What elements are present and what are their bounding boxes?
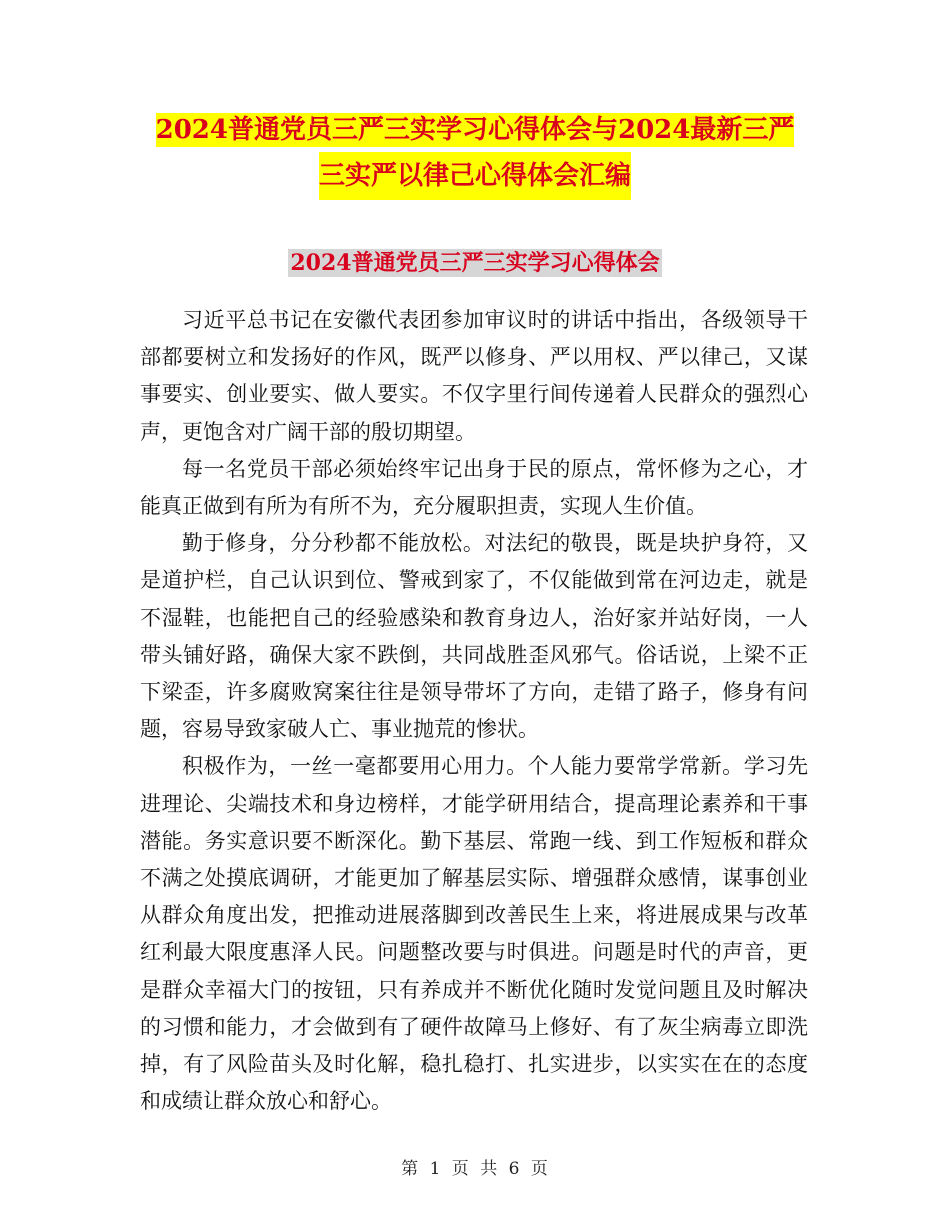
document-body (140, 302, 808, 1120)
paragraph: 勤于修身，分分秒都不能放松。对法纪的敬畏，既是块护身符，又是道护栏，自己认识到位、警戒到家了，不仅能做到常在河边走，就是不湿鞋，也能把自己的经验感染和教育身边人，治好家并站好岗，一人带头铺好路，确保大家不跌倒，共同战胜歪风邪气。俗话说，上梁不正下梁歪，许多腐败窝案往往是领导带坏了方向，走错了路子，修身有问题，容易导致家破人亡、事业抛荒的惨状。 (140, 531, 808, 742)
current-page-number: 1 (429, 1159, 442, 1179)
section-heading-text: 2024普通党员三严三实学习心得体会 (290, 250, 660, 276)
title-line-1: 2024普通党员三严三实学习心得体会与2024最新三严 (155, 115, 795, 145)
footer-label-ye: 页 (451, 1159, 470, 1179)
footer-label-di: 第 (401, 1159, 420, 1179)
paragraph: 积极作为，一丝一毫都要用心用力。个人能力要常学常新。学习先进理论、尖端技术和身边榜样，才能学研用结合，提高理论素养和干事潜能。务实意识要不断深化。勤下基层、常跑一线、到工作短板和群众不满之处摸底调研，才能更加了解基层实际、增强群众感情，谋事创业从群众角度出发，把推动进展落脚到改善民生上来，将进展成果与改革红利最大限度惠泽人民。问题整改要与时俱进。问题是时代的声音，更是群众幸福大门的按钮，只有养成并不断优化随时发觉问题且及时解决的习惯和能力，才会做到有了硬件故障马上修好、有了灰尘病毒立即洗掉，有了风险苗头及时化解，稳扎稳打、扎实进步，以实实在在的态度和成绩让群众放心和舒心。 (140, 754, 808, 1114)
footer-label-ye2: 页 (530, 1159, 549, 1179)
footer-label-gong: 共 (480, 1159, 499, 1179)
paragraph: 每一名党员干部必须始终牢记出身于民的原点，常怀修为之心，才能真正做到有所为有所不为，充分履职担责，实现人生价值。 (140, 456, 808, 519)
section-heading (0, 246, 950, 280)
document-title (120, 108, 830, 200)
paragraph: 习近平总书记在安徽代表团参加审议时的讲话中指出，各级领导干部都要树立和发扬好的作风，既严以修身、严以用权、严以律己，又谋事要实、创业要实、做人要实。不仅字里行间传递着人民群众的强烈心声，更饱含对广阔干部的殷切期望。 (140, 308, 808, 444)
title-line-2: 三实严以律己心得体会汇编 (319, 152, 631, 200)
total-page-number: 6 (508, 1159, 521, 1179)
page-footer (0, 1154, 950, 1179)
